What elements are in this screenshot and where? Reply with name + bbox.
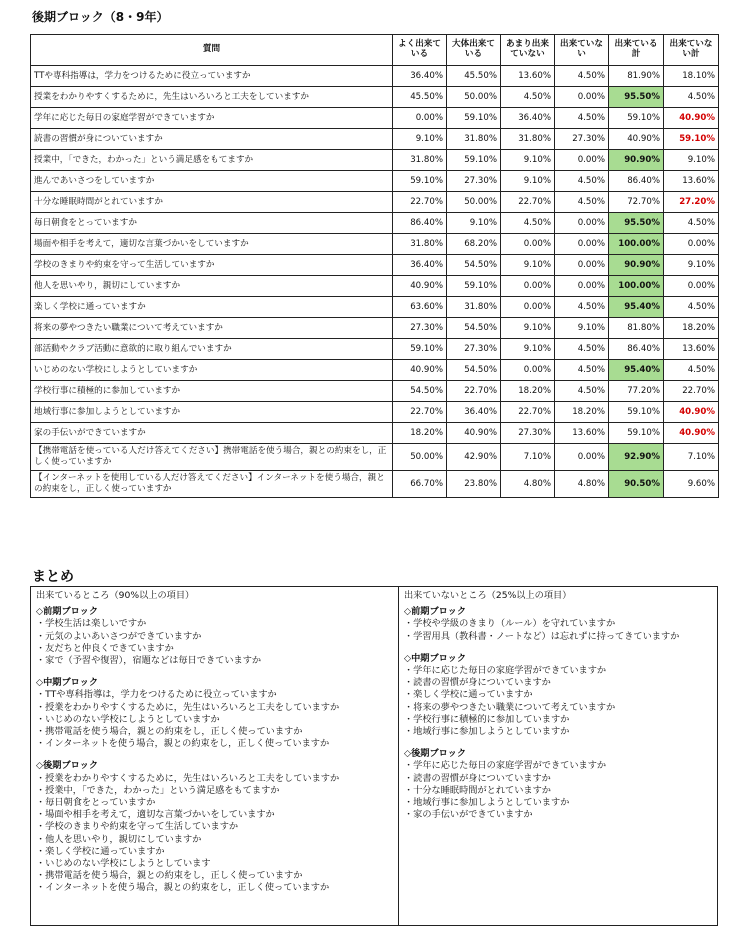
table-header-row (31, 35, 719, 66)
header-mostly-done: 大体出来ている (447, 35, 501, 66)
value-cell: 0.00% (555, 255, 609, 276)
value-cell: 66.70% (393, 471, 447, 498)
value-cell: 77.20% (609, 381, 664, 402)
summary-block-title: ◇中期ブロック (36, 677, 99, 689)
value-cell: 18.20% (393, 423, 447, 444)
summary-not-done-column (399, 587, 717, 925)
value-cell: 13.60% (555, 423, 609, 444)
value-cell: 31.80% (393, 150, 447, 171)
table-row (31, 297, 719, 318)
value-cell: 27.30% (555, 129, 609, 150)
value-cell: 95.40% (609, 360, 664, 381)
table-row (31, 129, 719, 150)
summary-item: ・読書の習慣が身についていますか (404, 677, 551, 689)
value-cell: 0.00% (555, 276, 609, 297)
value-cell: 4.50% (555, 381, 609, 402)
summary-item: ・携帯電話を使う場合，親との約束をし，正しく使っていますか (36, 870, 303, 882)
summary-block (404, 653, 712, 738)
table-row (31, 471, 719, 498)
value-cell: 0.00% (555, 444, 609, 471)
value-cell: 18.10% (664, 66, 719, 87)
value-cell: 54.50% (447, 318, 501, 339)
value-cell: 9.10% (447, 213, 501, 234)
value-cell: 13.60% (664, 171, 719, 192)
value-cell: 0.00% (664, 234, 719, 255)
page-title: 後期ブロック（8・9年） (32, 10, 169, 24)
question-cell: 【インターネットを使用している人だけ答えてください】インターネットを使う場合，親との約束をし，正しく使っていますか (31, 471, 393, 498)
value-cell: 59.10% (447, 108, 501, 129)
question-cell: 授業をわかりやすくするために，先生はいろいろと工夫をしていますか (31, 87, 393, 108)
value-cell: 81.80% (609, 318, 664, 339)
summary-item: ・家で（予習や復習），宿題などは毎日できていますか (36, 655, 262, 667)
value-cell: 54.50% (447, 360, 501, 381)
value-cell: 59.10% (609, 108, 664, 129)
question-cell: 学校のきまりや約束を守って生活していますか (31, 255, 393, 276)
value-cell: 0.00% (555, 234, 609, 255)
value-cell: 9.60% (664, 471, 719, 498)
summary-item: ・いじめのない学校にしようとしていますか (36, 713, 220, 725)
value-cell: 50.00% (447, 87, 501, 108)
summary-item: ・将来の夢やつきたい職業について考えていますか (404, 701, 616, 713)
value-cell: 40.90% (609, 129, 664, 150)
header-question: 質問 (31, 35, 393, 66)
value-cell: 31.80% (447, 129, 501, 150)
value-cell: 59.10% (447, 276, 501, 297)
summary-item: ・いじめのない学校にしようとしています (36, 858, 211, 870)
value-cell: 50.00% (447, 192, 501, 213)
table-row (31, 192, 719, 213)
summary-item: ・学校のきまりや約束を守って生活していますか (36, 821, 239, 833)
value-cell: 0.00% (501, 276, 555, 297)
value-cell: 95.40% (609, 297, 664, 318)
summary-item: ・他人を思いやり，親切にしていますか (36, 833, 202, 845)
value-cell: 59.10% (609, 402, 664, 423)
summary-item: ・TTや専科指導は，学力をつけるために役立っていますか (36, 689, 277, 701)
question-cell: 場面や相手を考えて，適切な言葉づかいをしていますか (31, 234, 393, 255)
value-cell: 23.80% (447, 471, 501, 498)
question-cell: 授業中，「できた，わかった」という満足感をもてますか (31, 150, 393, 171)
question-cell: 十分な睡眠時間がとれていますか (31, 192, 393, 213)
value-cell: 90.90% (609, 150, 664, 171)
summary-not-done-title: 出来ていないところ（25%以上の項目） (404, 590, 572, 601)
summary-item: ・元気のよいあいさつができていますか (36, 630, 202, 642)
summary-item: ・地域行事に参加しようとしていますか (404, 726, 570, 738)
value-cell: 9.10% (501, 150, 555, 171)
value-cell: 13.60% (664, 339, 719, 360)
summary-item: ・学校や学級のきまり（ルール）を守れていますか (404, 618, 616, 630)
value-cell: 81.90% (609, 66, 664, 87)
table-row (31, 171, 719, 192)
table-row (31, 108, 719, 129)
value-cell: 40.90% (393, 360, 447, 381)
value-cell: 59.10% (393, 171, 447, 192)
summary-item: ・携帯電話を使う場合，親との約束をし，正しく使っていますか (36, 726, 303, 738)
value-cell: 54.50% (393, 381, 447, 402)
header-rarely-done: あまり出来ていない (501, 35, 555, 66)
table-row (31, 87, 719, 108)
value-cell: 42.90% (447, 444, 501, 471)
value-cell: 22.70% (447, 381, 501, 402)
summary-block (404, 748, 712, 821)
summary-item: ・地域行事に参加しようとしていますか (404, 797, 570, 809)
summary-block (404, 606, 712, 643)
summary-block (36, 606, 393, 667)
value-cell: 4.50% (664, 297, 719, 318)
value-cell: 27.30% (447, 171, 501, 192)
value-cell: 4.80% (501, 471, 555, 498)
value-cell: 40.90% (664, 402, 719, 423)
table-row (31, 381, 719, 402)
value-cell: 0.00% (501, 360, 555, 381)
value-cell: 0.00% (393, 108, 447, 129)
table-row (31, 66, 719, 87)
question-cell: 家の手伝いができていますか (31, 423, 393, 444)
value-cell: 40.90% (393, 276, 447, 297)
value-cell: 22.70% (501, 192, 555, 213)
summary-item: ・学校行事に積極的に参加していますか (404, 713, 570, 725)
value-cell: 0.00% (555, 213, 609, 234)
summary-item: ・学習用具（教科書・ノートなど）は忘れずに持ってきていますか (404, 630, 680, 642)
question-cell: 学年に応じた毎日の家庭学習ができていますか (31, 108, 393, 129)
summary-item: ・友だちと仲良くできていますか (36, 642, 174, 654)
question-cell: 毎日朝食をとっていますか (31, 213, 393, 234)
value-cell: 95.50% (609, 87, 664, 108)
header-done-total: 出来ている計 (609, 35, 664, 66)
question-cell: 他人を思いやり，親切にしていますか (31, 276, 393, 297)
summary-item: ・授業をわかりやすくするために，先生はいろいろと工夫をしていますか (36, 701, 340, 713)
value-cell: 22.70% (393, 192, 447, 213)
value-cell: 50.00% (393, 444, 447, 471)
value-cell: 4.50% (555, 339, 609, 360)
summary-item: ・インターネットを使う場合，親との約束をし，正しく使っていますか (36, 882, 330, 894)
value-cell: 4.50% (555, 108, 609, 129)
value-cell: 4.50% (664, 213, 719, 234)
value-cell: 45.50% (447, 66, 501, 87)
table-row (31, 444, 719, 471)
value-cell: 100.00% (609, 276, 664, 297)
summary-box (30, 586, 718, 926)
summary-block-title: ◇前期ブロック (36, 606, 99, 618)
table-row (31, 318, 719, 339)
value-cell: 9.10% (501, 255, 555, 276)
value-cell: 31.80% (447, 297, 501, 318)
value-cell: 4.50% (664, 360, 719, 381)
value-cell: 92.90% (609, 444, 664, 471)
summary-block-title: ◇後期ブロック (404, 748, 467, 760)
value-cell: 95.50% (609, 213, 664, 234)
value-cell: 22.70% (664, 381, 719, 402)
question-cell: いじめのない学校にしようとしていますか (31, 360, 393, 381)
value-cell: 40.90% (664, 108, 719, 129)
value-cell: 4.50% (501, 213, 555, 234)
question-cell: 【携帯電話を使っている人だけ答えてください】携帯電話を使う場合，親との約束をし，正しく使っていますか (31, 444, 393, 471)
value-cell: 4.50% (664, 87, 719, 108)
summary-item: ・学年に応じた毎日の家庭学習ができていますか (404, 665, 607, 677)
value-cell: 27.30% (393, 318, 447, 339)
value-cell: 4.80% (555, 471, 609, 498)
value-cell: 86.40% (609, 171, 664, 192)
value-cell: 86.40% (609, 339, 664, 360)
table-row (31, 213, 719, 234)
summary-done-column (31, 587, 399, 925)
question-cell: 学校行事に積極的に参加していますか (31, 381, 393, 402)
value-cell: 0.00% (555, 150, 609, 171)
question-cell: 将来の夢やつきたい職業について考えていますか (31, 318, 393, 339)
header-not-done: 出来ていない (555, 35, 609, 66)
summary-title: まとめ (32, 569, 74, 585)
summary-block (36, 760, 393, 894)
value-cell: 54.50% (447, 255, 501, 276)
value-cell: 27.20% (664, 192, 719, 213)
table-row (31, 255, 719, 276)
summary-block-title: ◇中期ブロック (404, 652, 467, 664)
value-cell: 36.40% (393, 255, 447, 276)
value-cell: 72.70% (609, 192, 664, 213)
value-cell: 59.10% (393, 339, 447, 360)
summary-block (36, 677, 393, 750)
summary-done-title: 出来ているところ（90%以上の項目） (36, 590, 195, 601)
value-cell: 4.50% (501, 87, 555, 108)
question-cell: 進んであいさつをしていますか (31, 171, 393, 192)
value-cell: 9.10% (501, 339, 555, 360)
value-cell: 18.20% (555, 402, 609, 423)
value-cell: 7.10% (501, 444, 555, 471)
summary-item: ・十分な睡眠時間がとれていますか (404, 784, 551, 796)
value-cell: 0.00% (501, 297, 555, 318)
question-cell: 読書の習慣が身についていますか (31, 129, 393, 150)
question-cell: 楽しく学校に通っていますか (31, 297, 393, 318)
table-row (31, 150, 719, 171)
header-well-done: よく出来ている (393, 35, 447, 66)
value-cell: 100.00% (609, 234, 664, 255)
table-row (31, 234, 719, 255)
table-row (31, 276, 719, 297)
value-cell: 90.90% (609, 255, 664, 276)
question-cell: 地域行事に参加しようとしていますか (31, 402, 393, 423)
value-cell: 63.60% (393, 297, 447, 318)
value-cell: 9.10% (501, 318, 555, 339)
summary-item: ・楽しく学校に通っていますか (36, 845, 165, 857)
summary-item: ・授業中，「できた，わかった」という満足感をもてますか (36, 784, 280, 796)
value-cell: 22.70% (393, 402, 447, 423)
question-cell: 部活動やクラブ活動に意欲的に取り組んでいますか (31, 339, 393, 360)
value-cell: 59.10% (447, 150, 501, 171)
table-row (31, 339, 719, 360)
value-cell: 9.10% (501, 171, 555, 192)
table-row (31, 402, 719, 423)
value-cell: 0.00% (664, 276, 719, 297)
value-cell: 13.60% (501, 66, 555, 87)
survey-table (30, 34, 719, 498)
value-cell: 9.10% (664, 150, 719, 171)
value-cell: 4.50% (555, 171, 609, 192)
value-cell: 36.40% (393, 66, 447, 87)
summary-item: ・場面や相手を考えて，適切な言葉づかいをしていますか (36, 809, 275, 821)
summary-item: ・学年に応じた毎日の家庭学習ができていますか (404, 760, 607, 772)
value-cell: 9.10% (555, 318, 609, 339)
value-cell: 9.10% (664, 255, 719, 276)
value-cell: 59.10% (664, 129, 719, 150)
value-cell: 27.30% (501, 423, 555, 444)
value-cell: 4.50% (555, 192, 609, 213)
header-not-done-total: 出来ていない計 (664, 35, 719, 66)
value-cell: 31.80% (393, 234, 447, 255)
value-cell: 40.90% (447, 423, 501, 444)
value-cell: 27.30% (447, 339, 501, 360)
summary-block-title: ◇前期ブロック (404, 606, 467, 618)
summary-item: ・読書の習慣が身についていますか (404, 772, 551, 784)
summary-item: ・インターネットを使う場合，親との約束をし，正しく使っていますか (36, 738, 330, 750)
summary-item: ・毎日朝食をとっていますか (36, 797, 156, 809)
value-cell: 59.10% (609, 423, 664, 444)
value-cell: 0.00% (555, 87, 609, 108)
summary-item: ・楽しく学校に通っていますか (404, 689, 533, 701)
summary-item: ・授業をわかりやすくするために，先生はいろいろと工夫をしていますか (36, 772, 340, 784)
summary-block-title: ◇後期ブロック (36, 760, 99, 772)
value-cell: 36.40% (501, 108, 555, 129)
value-cell: 4.50% (555, 297, 609, 318)
value-cell: 86.40% (393, 213, 447, 234)
table-row (31, 360, 719, 381)
value-cell: 4.50% (555, 66, 609, 87)
question-cell: TTや専科指導は，学力をつけるために役立っていますか (31, 66, 393, 87)
value-cell: 4.50% (555, 360, 609, 381)
value-cell: 31.80% (501, 129, 555, 150)
value-cell: 9.10% (393, 129, 447, 150)
value-cell: 0.00% (501, 234, 555, 255)
value-cell: 45.50% (393, 87, 447, 108)
value-cell: 90.50% (609, 471, 664, 498)
value-cell: 40.90% (664, 423, 719, 444)
summary-item: ・学校生活は楽しいですか (36, 618, 147, 630)
value-cell: 18.20% (501, 381, 555, 402)
value-cell: 36.40% (447, 402, 501, 423)
value-cell: 22.70% (501, 402, 555, 423)
table-row (31, 423, 719, 444)
value-cell: 68.20% (447, 234, 501, 255)
value-cell: 18.20% (664, 318, 719, 339)
summary-item: ・家の手伝いができていますか (404, 809, 533, 821)
value-cell: 7.10% (664, 444, 719, 471)
